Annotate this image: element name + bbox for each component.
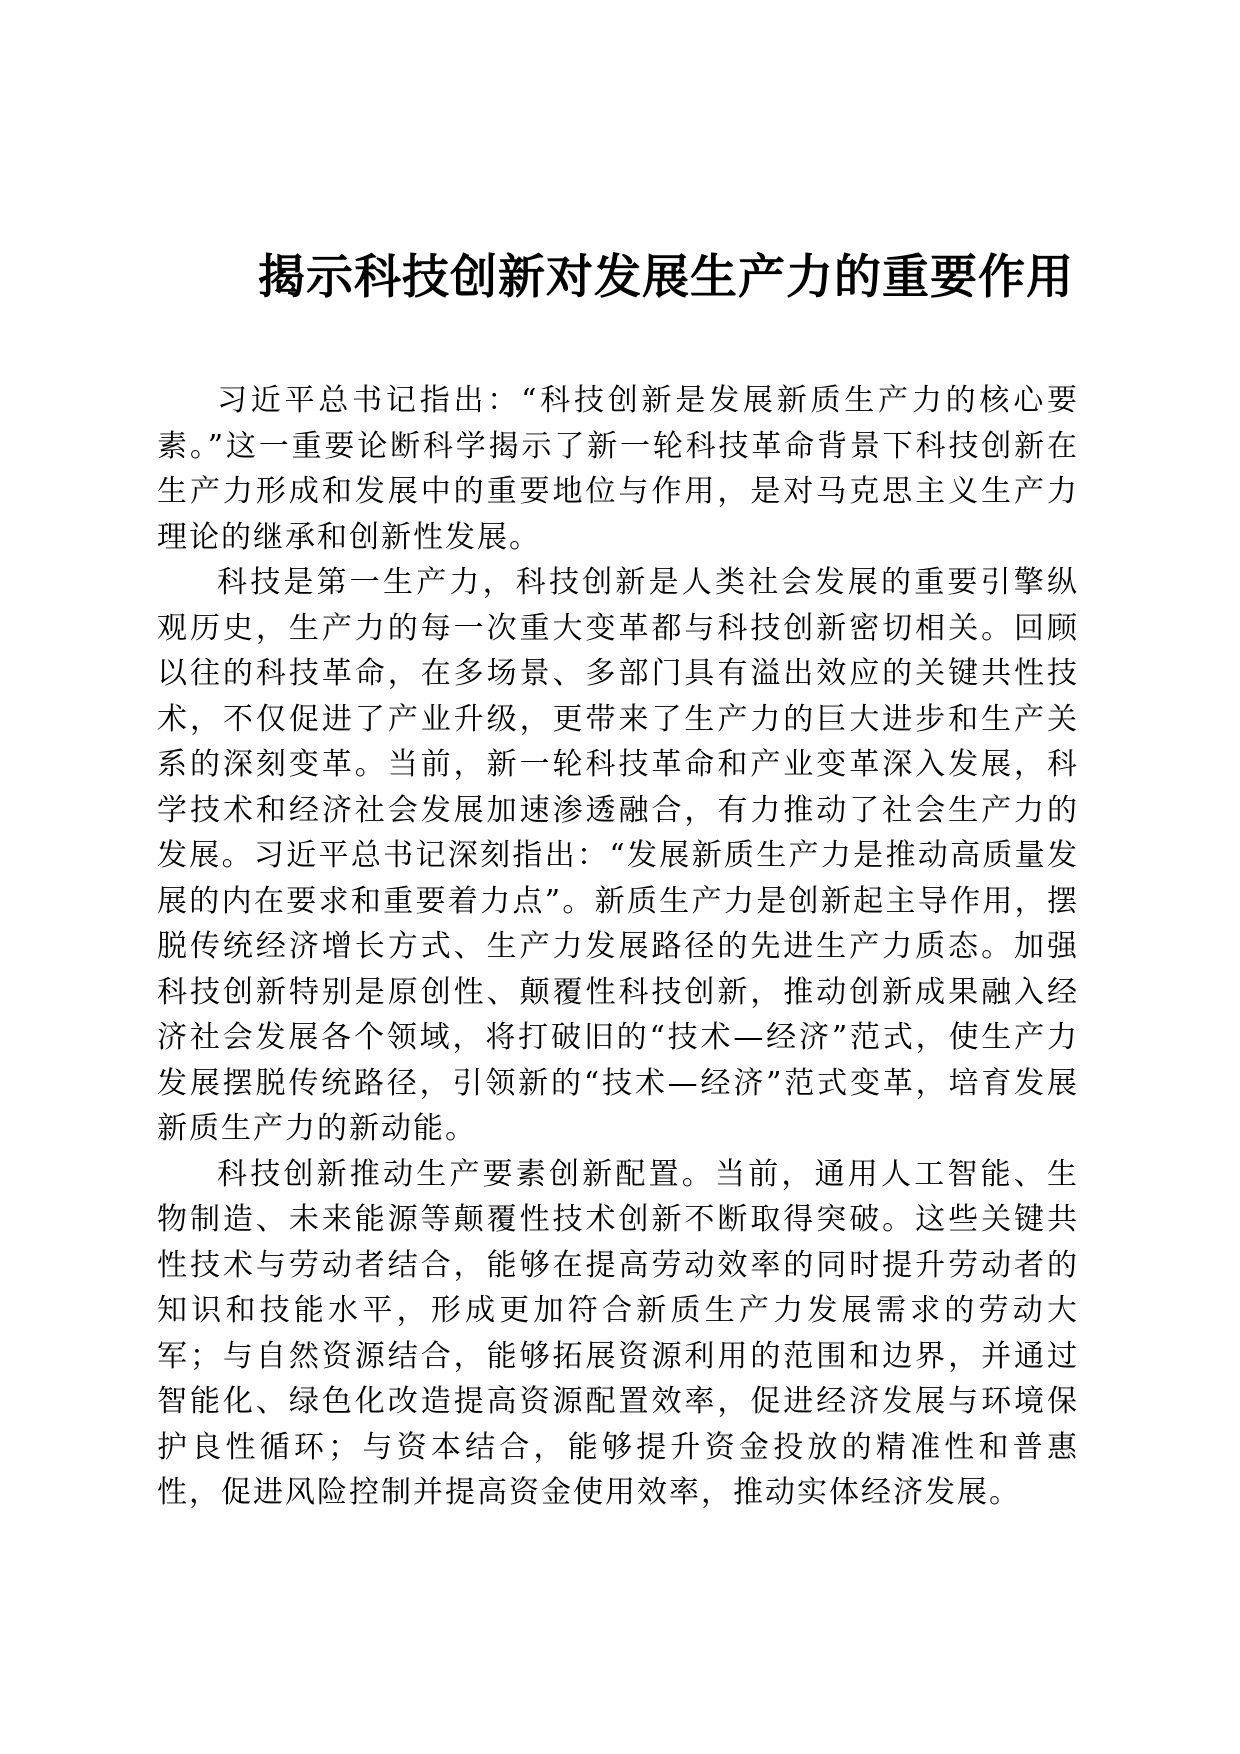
document-body: [157, 378, 1079, 1516]
paragraph-tech-productivity: 科技是第一生产力，科技创新是人类社会发展的重要引擎纵观历史，生产力的每一次重大变革都与科技创新密切相关。回顾以往的科技革命，在多场景、多部门具有溢出效应的关键共性技术，不仅促进了产业升级，更带来了生产力的巨大进步和生产关系的深刻变革。当前，新一轮科技革命和产业变革深入发展，科学技术和经济社会发展加速渗透融合，有力推动了社会生产力的发展。习近平总书记深刻指出：“发展新质生产力是推动高质量发展的内在要求和重要着力点”。新质生产力是创新起主导作用，摆脱传统经济增长方式、生产力发展路径的先进生产力质态。加强科技创新特别是原创性、颠覆性科技创新，推动创新成果融入经济社会发展各个领域，将打破旧的“技术—经济”范式，使生产力发展摆脱传统路径，引领新的“技术—经济”范式变革，培育发展新质生产力的新动能。: [157, 565, 1079, 1146]
paragraph-factor-allocation: 科技创新推动生产要素创新配置。当前，通用人工智能、生物制造、未来能源等颠覆性技术创新不断取得突破。这些关键共性技术与劳动者结合，能够在提高劳动效率的同时提升劳动者的知识和技能水平，形成更加符合新质生产力发展需求的劳动大军；与自然资源结合，能够拓展资源利用的范围和边界，并通过智能化、绿色化改造提高资源配置效率，促进经济发展与环境保护良性循环；与资本结合，能够提升资金投放的精准性和普惠性，促进风险控制并提高资金使用效率，推动实体经济发展。: [157, 1156, 1079, 1510]
paragraph-intro: 习近平总书记指出：“科技创新是发展新质生产力的核心要素。”这一重要论断科学揭示了新一轮科技革命背景下科技创新在生产力形成和发展中的重要地位与作用，是对马克思主义生产力理论的继承和创新性发展。: [157, 383, 1079, 555]
document-title: 揭示科技创新对发展生产力的重要作用: [258, 250, 1074, 305]
